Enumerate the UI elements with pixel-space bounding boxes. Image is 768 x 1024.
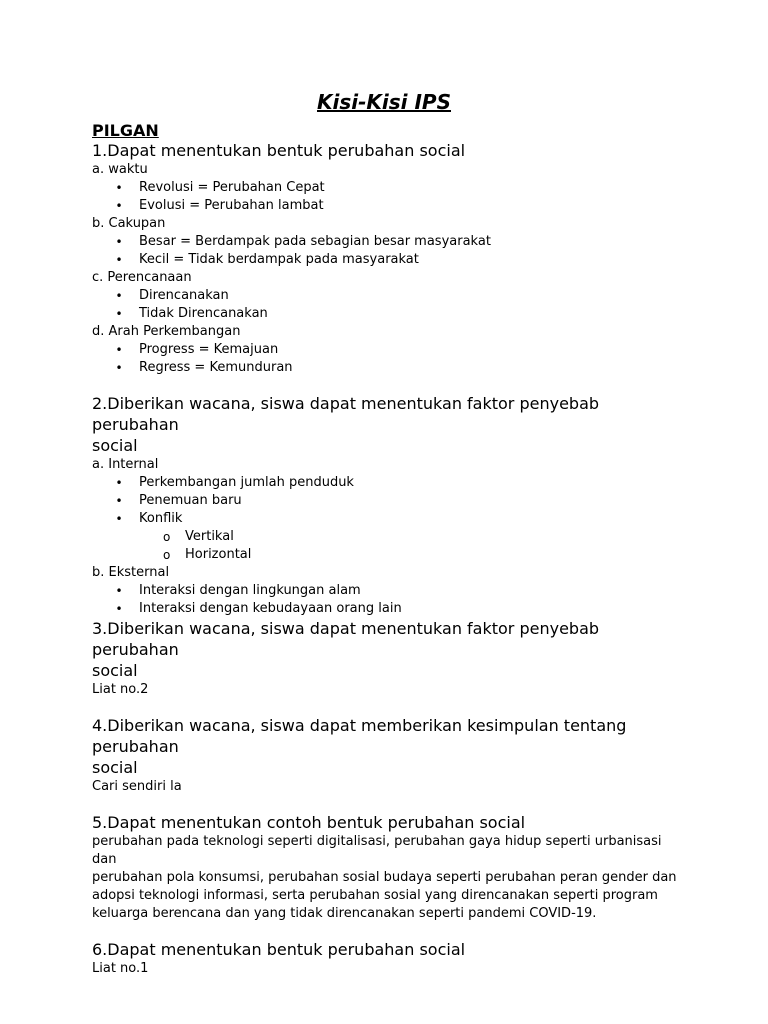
list-item: • Interaksi dengan kebudayaan orang lain (115, 601, 402, 616)
list-item: • Tidak Direncanakan (115, 306, 268, 321)
bullet-icon: • (115, 253, 123, 267)
list-item: • Konflik (115, 511, 183, 526)
bullet-icon: • (115, 512, 123, 526)
q2-external-label: b. Eksternal (92, 565, 170, 580)
section-label: PILGAN (92, 121, 159, 140)
bullet-icon: • (115, 476, 123, 490)
bullet-icon: • (115, 343, 123, 357)
list-item: • Penemuan baru (115, 493, 242, 508)
question-3-heading-line-2: social (92, 661, 138, 680)
bullet-icon: • (115, 181, 123, 195)
question-4-answer: Cari sendiri la (92, 779, 182, 794)
bullet-icon: • (115, 307, 123, 321)
q1-group-a-label: a. waktu (92, 162, 148, 177)
question-3-answer: Liat no.2 (92, 682, 149, 697)
question-1-heading: 1.Dapat menentukan bentuk perubahan social (92, 141, 466, 160)
q1-group-d-list (92, 341, 682, 377)
list-item: • Kecil = Tidak berdampak pada masyarakat (115, 252, 419, 267)
bullet-icon: • (115, 494, 123, 508)
document-body (92, 121, 682, 978)
sub-list-item: o Vertikal (163, 529, 234, 544)
question-2-heading-line-2: social (92, 436, 138, 455)
circle-bullet-icon: o (163, 530, 171, 544)
list-item: • Regress = Kemunduran (115, 360, 293, 375)
document-title: Kisi-Kisi IPS (317, 90, 451, 114)
question-1 (92, 140, 682, 377)
q1-group-b-list (92, 233, 682, 269)
question-5-heading: 5.Dapat menentukan contoh bentuk perubahan social (92, 813, 526, 832)
bullet-icon: • (115, 584, 123, 598)
bullet-icon: • (115, 361, 123, 375)
q2-internal-list (92, 474, 682, 528)
list-item: • Direncanakan (115, 288, 229, 303)
question-6-answer: Liat no.1 (92, 961, 149, 976)
question-4-heading-line-1: 4.Diberikan wacana, siswa dapat memberikan kesimpulan tentang perubahan (92, 716, 627, 756)
question-6 (92, 939, 682, 978)
q2-internal-label: a. Internal (92, 457, 159, 472)
question-6-heading: 6.Dapat menentukan bentuk perubahan social (92, 940, 466, 959)
list-item: • Interaksi dengan lingkungan alam (115, 583, 361, 598)
q1-group-b-label: b. Cakupan (92, 216, 166, 231)
question-3 (92, 618, 682, 699)
q1-group-c-label: c. Perencanaan (92, 270, 192, 285)
list-item: • Progress = Kemajuan (115, 342, 279, 357)
bullet-icon: • (115, 602, 123, 616)
question-5-line-2: perubahan pola konsumsi, perubahan sosial budaya seperti perubahan peran gender dan (92, 870, 677, 885)
question-4 (92, 715, 682, 796)
q1-group-d-label: d. Arah Perkembangan (92, 324, 241, 339)
question-2-heading-line-1: 2.Diberikan wacana, siswa dapat menentukan faktor penyebab perubahan (92, 394, 600, 434)
question-5-line-1: perubahan pada teknologi seperti digitalisasi, perubahan gaya hidup seperti urbanisasi dan (92, 834, 662, 867)
bullet-icon: • (115, 289, 123, 303)
list-item: • Besar = Berdampak pada sebagian besar masyarakat (115, 234, 491, 249)
question-5 (92, 812, 682, 923)
question-3-heading-line-1: 3.Diberikan wacana, siswa dapat menentukan faktor penyebab perubahan (92, 619, 600, 659)
circle-bullet-icon: o (163, 548, 171, 562)
question-4-heading-line-2: social (92, 758, 138, 777)
question-5-line-3: adopsi teknologi informasi, serta perubahan sosial yang direncanakan seperti program (92, 888, 658, 903)
bullet-icon: • (115, 235, 123, 249)
q2-external-list (92, 582, 682, 618)
sub-list-item: o Horizontal (163, 547, 252, 562)
q1-group-a-list (92, 179, 682, 215)
list-item: • Perkembangan jumlah penduduk (115, 475, 354, 490)
bullet-icon: • (115, 199, 123, 213)
question-5-line-4: keluarga berencana dan yang tidak direncanakan seperti pandemi COVID-19. (92, 906, 597, 921)
q2-konflik-sublist (92, 528, 682, 564)
list-item: • Revolusi = Perubahan Cepat (115, 180, 325, 195)
q1-group-c-list (92, 287, 682, 323)
question-2 (92, 393, 682, 618)
list-item: • Evolusi = Perubahan lambat (115, 198, 324, 213)
